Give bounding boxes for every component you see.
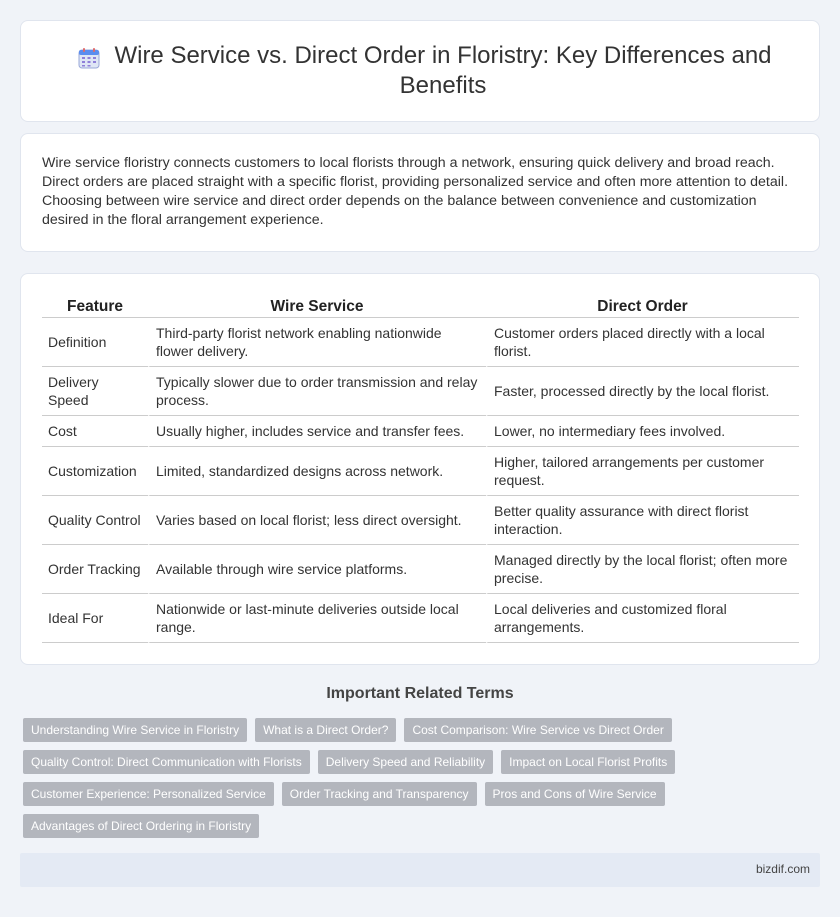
table-row <box>42 318 799 367</box>
related-terms-heading: Important Related Terms <box>326 685 514 702</box>
wire-service-cell: Limited, standardized designs across network. <box>148 447 486 496</box>
feature-cell: Delivery Speed <box>42 367 148 416</box>
related-term-tag[interactable]: Customer Experience: Personalized Service <box>23 782 274 806</box>
feature-cell: Customization <box>42 447 148 496</box>
related-term-tag[interactable]: Advantages of Direct Ordering in Floristry <box>23 814 259 838</box>
table-row <box>42 447 799 496</box>
direct-order-cell: Lower, no intermediary fees involved. <box>486 416 799 447</box>
wire-service-cell: Varies based on local florist; less direct oversight. <box>148 496 486 545</box>
wire-service-cell: Third-party florist network enabling nationwide flower delivery. <box>148 318 486 367</box>
related-term-tag[interactable]: Cost Comparison: Wire Service vs Direct Order <box>404 718 671 742</box>
feature-cell: Definition <box>42 318 148 367</box>
page-title: Wire Service vs. Direct Order in Floristry: Key Differences and Benefits <box>114 42 772 99</box>
footer-brand-link[interactable]: bizdif.com <box>755 862 810 876</box>
related-term-tag[interactable]: Impact on Local Florist Profits <box>501 750 675 774</box>
related-terms-list <box>23 718 813 838</box>
footer-bar <box>20 853 820 887</box>
header-direct-order: Direct Order <box>486 297 799 318</box>
table-row <box>42 367 799 416</box>
intro-card <box>20 133 820 252</box>
wire-service-cell: Typically slower due to order transmission and relay process. <box>148 367 486 416</box>
related-term-tag[interactable]: What is a Direct Order? <box>255 718 396 742</box>
header-feature: Feature <box>42 297 148 318</box>
direct-order-cell: Faster, processed directly by the local florist. <box>486 367 799 416</box>
direct-order-cell: Better quality assurance with direct florist interaction. <box>486 496 799 545</box>
table-row <box>42 594 799 643</box>
direct-order-cell: Managed directly by the local florist; often more precise. <box>486 545 799 594</box>
wire-service-cell: Available through wire service platforms. <box>148 545 486 594</box>
table-row <box>42 416 799 447</box>
related-term-tag[interactable]: Understanding Wire Service in Floristry <box>23 718 247 742</box>
wire-service-cell: Usually higher, includes service and transfer fees. <box>148 416 486 447</box>
feature-cell: Order Tracking <box>42 545 148 594</box>
table-row <box>42 496 799 545</box>
feature-cell: Quality Control <box>42 496 148 545</box>
direct-order-cell: Higher, tailored arrangements per customer request. <box>486 447 799 496</box>
direct-order-cell: Local deliveries and customized floral arrangements. <box>486 594 799 643</box>
feature-cell: Ideal For <box>42 594 148 643</box>
intro-paragraph: Wire service floristry connects customers to local florists through a network, ensuring quick delivery and broad reach. Direct orders are placed straight with a specific florist, providing personalized service and often more attention to detail. Choosing between wire service and direct order depends on the balance between convenience and customization desired in the floral arrangement experience. <box>42 155 789 228</box>
related-term-tag[interactable]: Delivery Speed and Reliability <box>318 750 493 774</box>
related-term-tag[interactable]: Quality Control: Direct Communication with Florists <box>23 750 310 774</box>
related-term-tag[interactable]: Pros and Cons of Wire Service <box>485 782 665 806</box>
feature-cell: Cost <box>42 416 148 447</box>
wire-service-cell: Nationwide or last-minute deliveries outside local range. <box>148 594 486 643</box>
comparison-card <box>20 273 820 665</box>
table-header-row <box>42 297 799 318</box>
related-term-tag[interactable]: Order Tracking and Transparency <box>282 782 477 806</box>
direct-order-cell: Customer orders placed directly with a local florist. <box>486 318 799 367</box>
comparison-table <box>42 297 799 643</box>
table-row <box>42 545 799 594</box>
header-wire-service: Wire Service <box>148 297 486 318</box>
title-card <box>20 20 820 122</box>
